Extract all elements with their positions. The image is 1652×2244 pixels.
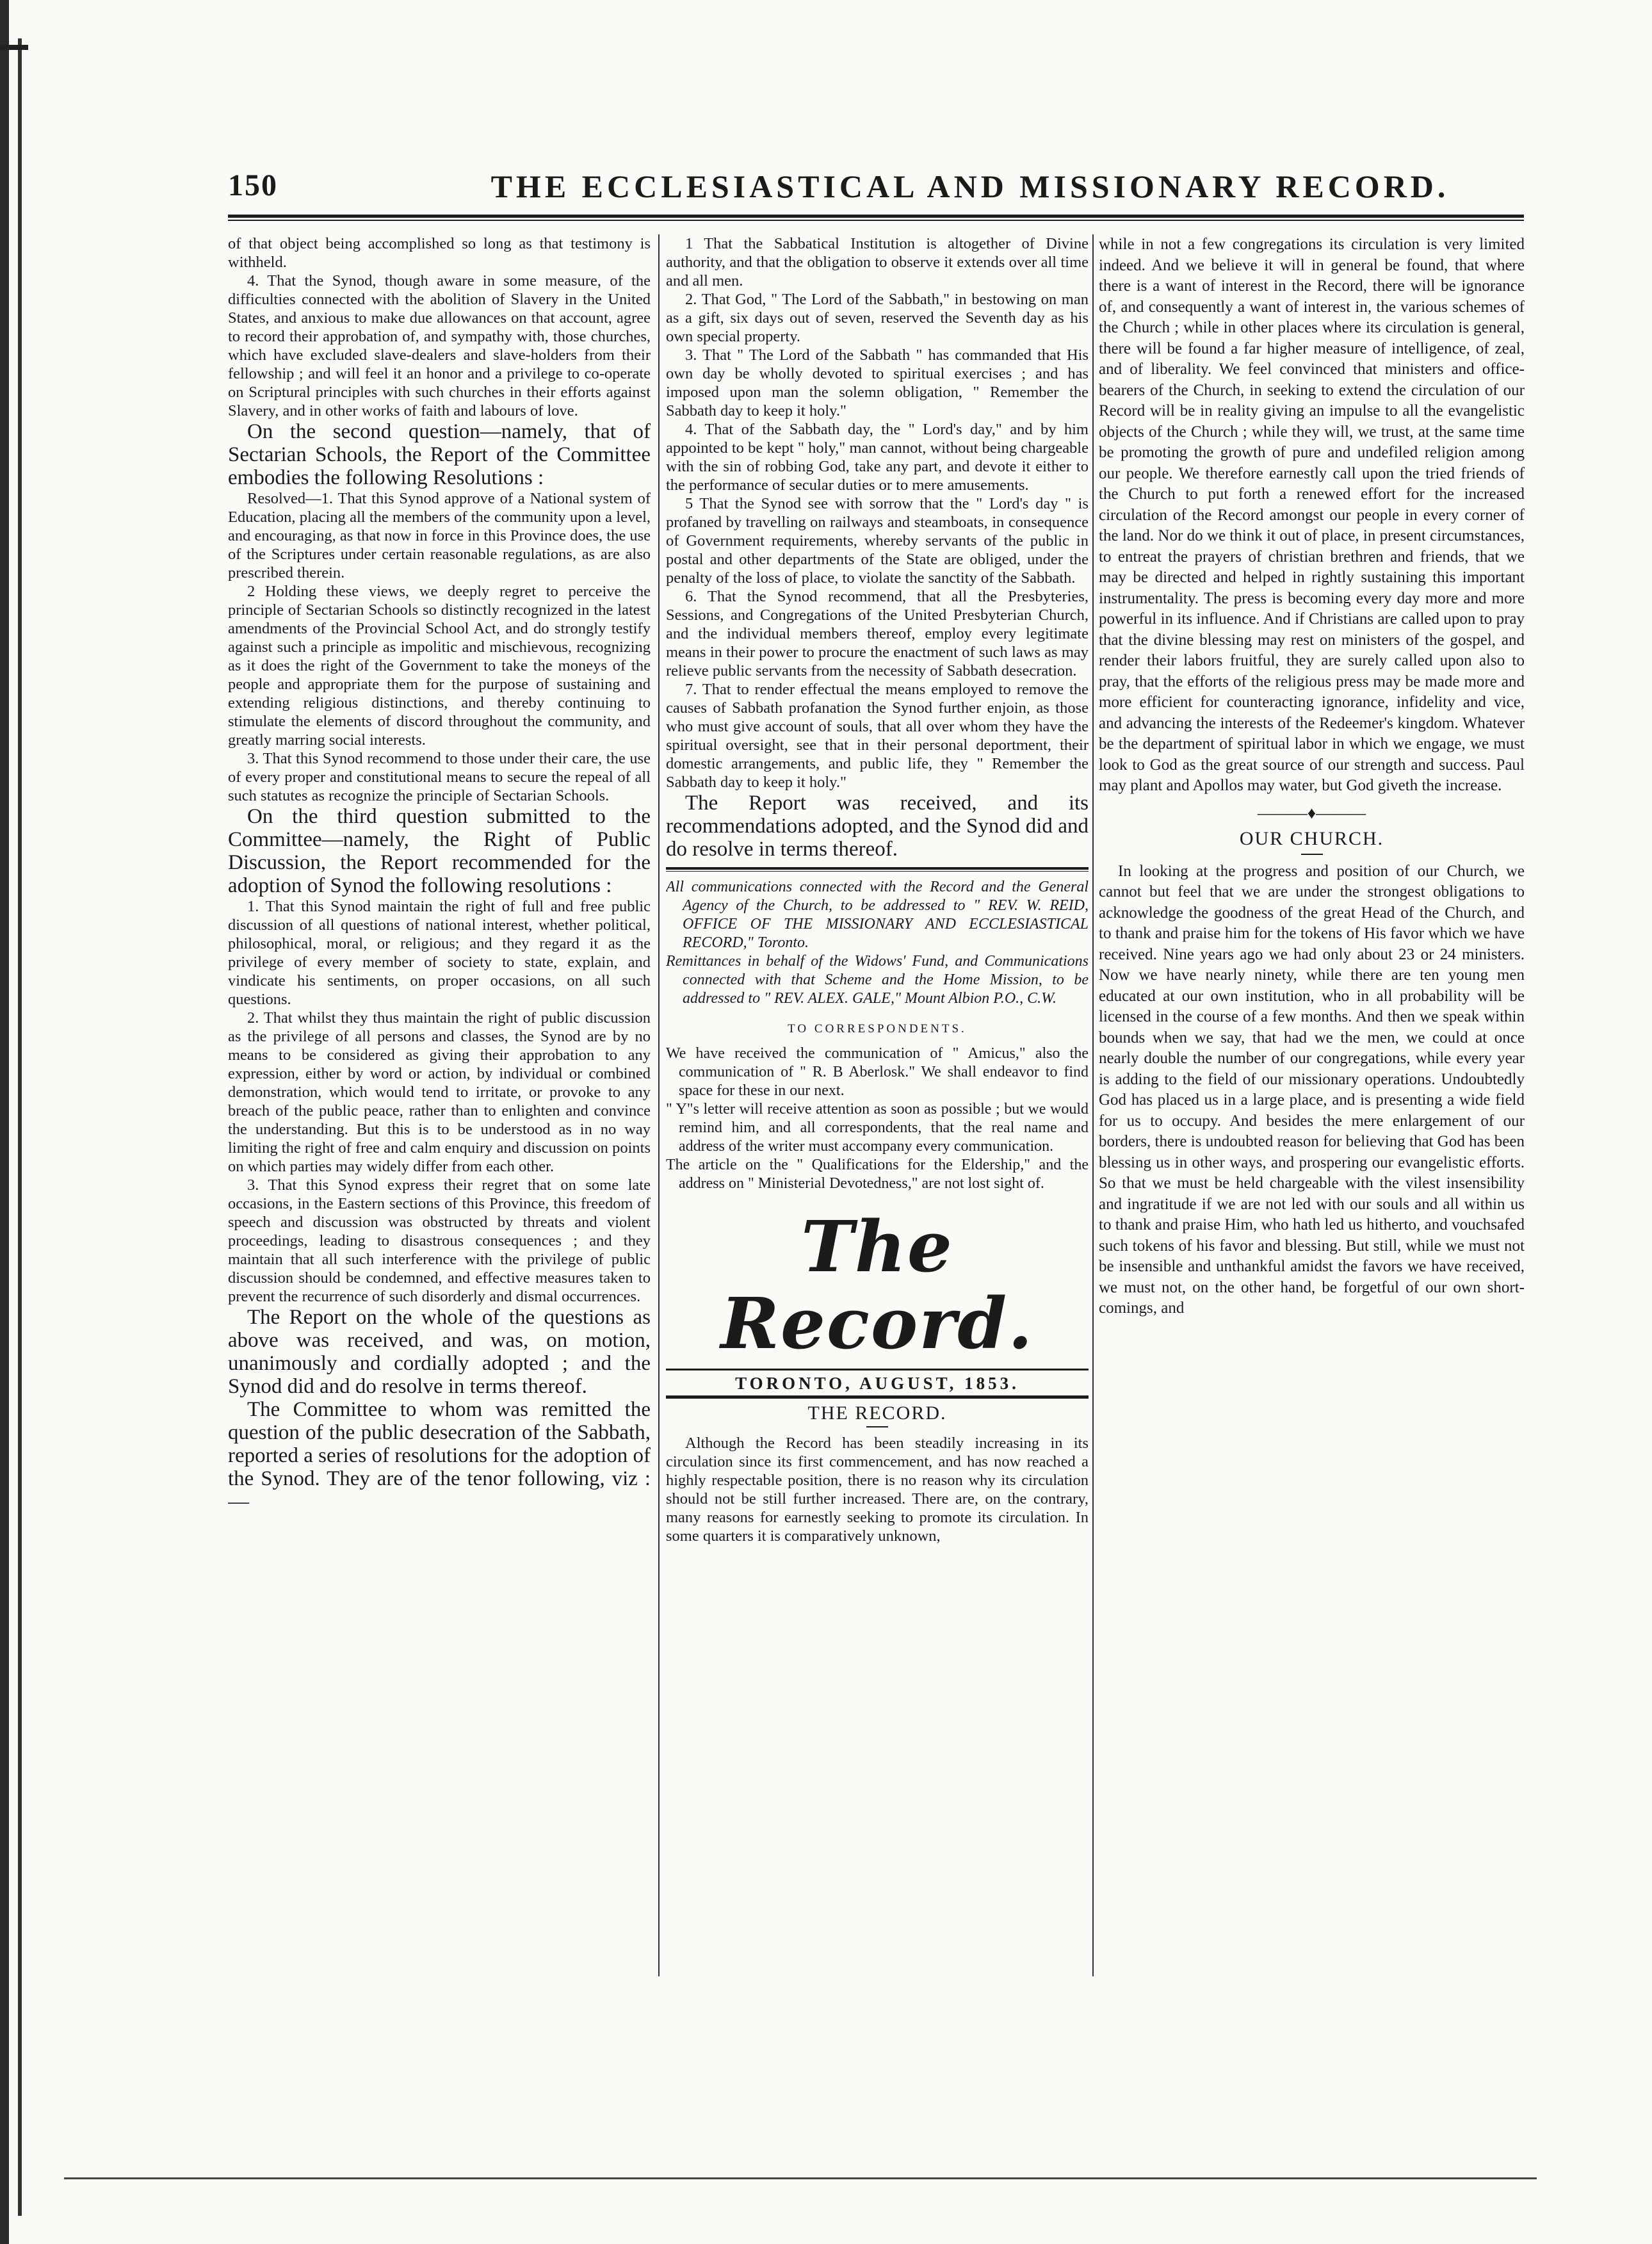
page-number: 150 [228,168,278,202]
paragraph: 4. That of the Sabbath day, the " Lord's day," and by him appointed to be kept " holy," man cannot, without being chargeable with the sin of robbing God, take any part, and devote it either to the performance of secular duties or to mere amusements. [666,421,1089,494]
running-head: THE ECCLESIASTICAL AND MISSIONARY RECORD. [490,168,1450,204]
paragraph: 2 Holding these views, we deeply regret to perceive the principle of Sectarian Schools so distinctly recognized in the latest amendments of the Provincial School Act, and do strongly testify against such a principle as impolitic and mischievous, recognizing as it does the right of the Government to take the moneys of the people and appropriate them for the purpose of sustaining and extending religious distinctions, and thereby continuing to stimulate the elements of discord throughout the community, and greatly marring social interests. [228,583,651,749]
section-ornament: ———♦——— [1257,803,1366,822]
paragraph: The Committee to whom was remitted the question of the public desecration of the Sabbath, reported a series of resolutions for the adoption of the Synod. They are of the tenor following, viz :— [228,1398,651,1513]
dateline: TORONTO, AUGUST, 1853. [735,1374,1019,1393]
correspondent-note: The article on the " Qualifications for the Eldership," and the address on " Ministerial Devotedness," are not lost sight of. [666,1157,1089,1192]
paragraph: 3. That this Synod express their regret that on some late occasions, in the Eastern sections of this Province, this freedom of speech and discussion was obstructed by threats and violent proceedings, leading to disastrous consequences ; and they maintain that all such interference with the privilege of public discussion should be condemned, and effective measures taken to prevent the recurrence of such disorderly and dismal occurrences. [228,1176,651,1305]
paragraph: 3. That " The Lord of the Sabbath " has commanded that His own day be wholly devoted to spiritual exercises ; and has imposed upon man the solemn obligation, " Remember the Sabbath day to keep it holy." [666,346,1089,419]
paragraph: Resolved—1. That this Synod approve of a National system of Education, placing all the members of the community upon a level, and encouraging, as that now in force in this Province does, the use of the Scriptures under certain reasonable regulations, as are also prescribed therein. [228,490,651,581]
correspondents-heading: TO CORRESPONDENTS. [788,1022,967,1036]
paragraph: 5 That the Synod see with sorrow that the " Lord's day " is profaned by travelling on railways and steamboats, in consequence of Government requirements, whereby servants of the public in postal and other departments of the State are obliged, under the penalty of the loss of place, to violate the sanctity of the Sabbath. [666,495,1089,587]
paragraph: On the second question—namely, that of Sectarian Schools, the Report of the Committee embodies the following Resolutions : [228,420,651,489]
scan-bottom-edge [64,2177,1537,2179]
paragraph: 2. That whilst they thus maintain the right of public discussion as the privilege of all persons and classes, the Synod are by no means to be considered as giving their approbation to any expression, either by word or action, by individual or combined demonstration, which would tend to irritate, or provoke to any breach of the public peace, rather than to enlighten and convince the understanding. But this is to be understood as in no way limiting the right of free and calm enquiry and discussion on points on which parties may widely differ from each other. [228,1009,651,1175]
paragraph: 7. That to render effectual the means employed to remove the causes of Sabbath profanation the Synod further enjoin, as those who must give account of souls, that all over whom they have the spiritual oversight, see that in their personal deportment, their domestic arrangements, and public life, they " Remember the Sabbath day to keep it holy." [666,681,1089,791]
paragraph: In looking at the progress and position of our Church, we cannot but feel that we are under the strongest obligations to acknowledge the goodness of the great Head of the Church, and to thank and praise him for the tokens of His favor which we have received. Nine years ago we had only about 23 or 24 ministers. Now we have nearly ninety, while there are ten young men educated at our own institution, who in all probability will be licensed in the course of a few months. And then we speak within bounds when we say, that had we the men, we could at once nearly double the number of our congregations, while every year is adding to the field of our missionary operations. Undoubtedly God has placed us in a large place, and is presenting a wide field for us to occupy. And besides the mere enlargement of our borders, there is undoubted reason for believing that God has been blessing us in other ways, and prospering our evangelistic efforts. So that we must be held chargeable with the vilest insensibility and ingratitude if we are not led with our souls and all within us to thank and praise Him, who hath led us hitherto, and vouchsafed such tokens of his favor and blessing. But still, while we must not be insensible and unthankful amidst the favors we have received, we must not, on the other hand, be forgetful of our own short-comings, and [1099,862,1525,1317]
scan-edge [0,0,9,2244]
header-rule-thin [228,220,1524,221]
section-title: OUR CHURCH. [1239,828,1384,849]
column-left [228,234,651,1976]
scan-mark [0,45,28,50]
column-middle [666,234,1089,1976]
correspondent-note: " Y"s letter will receive attention as soon as possible ; but we would remind him, and all correspondents, that the real name and address of the writer must accompany every communication. [666,1101,1089,1155]
paragraph: 1. That this Synod maintain the right of full and free public discussion of all questions of national interest, whether political, philosophical, moral, or religious; and they regard it as the privilege of every member of society to state, explain, and vindicate his sentiments, on proper occasions, on all such questions. [228,898,651,1008]
section-rule [666,867,1089,870]
paragraph: 4. That the Synod, though aware in some measure, of the difficulties connected with the abolition of Slavery in the United States, and anxious to make due allowances on that account, agree to record their approbation of, and sympathy with, those churches, which have excluded slave-dealers and slave-holders from their fellowship ; and will feel it an honor and a privilege to co-operate on Scriptural principles with such churches in their efforts against Slavery, and in other works of faith and labours of love. [228,272,651,419]
paragraph: 6. That the Synod recommend, that all the Presbyteries, Sessions, and Congregations of the United Presbyterian Church, and the individual members thereof, employ every legitimate means in their power to procure the enactment of such laws as may relieve public servants from the necessity of Sabbath desecration. [666,588,1089,679]
column-divider [1092,234,1094,1976]
paragraph: of that object being accomplished so long as that testimony is withheld. [228,235,651,271]
paragraph: 3. That this Synod recommend to those under their care, the use of every proper and constitutional means to secure the repeal of all such statutes as recognize the principle of Sectarian Schools. [228,750,651,804]
paragraph: 1 That the Sabbatical Institution is altogether of Divine authority, and that the obligation to observe it extends over all time and all men. [666,235,1089,289]
paragraph: Although the Record has been steadily increasing in its circulation since its first commencement, and has now reached a highly respectable position, there is no reason why its circulation should not be still further increased. There are, on the contrary, many reasons for earnestly seeking to promote its circulation. In some quarters it is comparatively unknown, [666,1435,1089,1545]
title-dash [1301,854,1323,855]
column-right [1099,234,1525,1976]
masthead: The Record. [720,1205,1034,1365]
column-divider [658,234,660,1976]
paragraph: On the third question submitted to the Committee—namely, the Right of Public Discussion, the Report recommended for the adoption of Synod the following resolutions : [228,805,651,897]
notice: Remittances in behalf of the Widows' Fund, and Communications connected with that Scheme and the Home Mission, to be addressed to " REV. ALEX. GALE," Mount Albion P.O., C.W. [666,953,1089,1007]
notice: All communications connected with the Record and the General Agency of the Church, to be addressed to " REV. W. REID, OFFICE OF THE MISSIONARY AND ECCLESIASTICAL RECORD," Toronto. [666,879,1089,951]
masthead-rule-thick [666,1395,1089,1399]
section-rule-thin [666,871,1089,872]
paragraph: The Report was received, and its recommendations adopted, and the Synod did and do resolve in terms thereof. [666,792,1089,861]
correspondent-note: We have received the communication of " Amicus," also the communication of " R. B Aberlosk." We shall endeavor to find space for these in our next. [666,1045,1089,1099]
paragraph: 2. That God, " The Lord of the Sabbath," in bestowing on man as a gift, six days out of seven, reserved the Seventh day as his own special property. [666,291,1089,345]
header-rule [228,215,1524,218]
scan-edge-line [18,38,22,2216]
title-dash [866,1426,888,1427]
paragraph: while in not a few congregations its circulation is very limited indeed. And we believe it will in general be found, that where there is a want of interest in the Record, there will be ignorance of, and consequently a want of interest in, the various schemes of the Church ; while in other places where its circulation is general, there will be found a far higher measure of intelligence, of zeal, and of liberality. We feel convinced that ministers and office-bearers of the Church, in seeking to extend the circulation of our Record will be in reality giving an impulse to all the evangelistic objects of the Church ; while they will, we trust, at the same time be promoting the growth of pure and undefiled religion among our people. We therefore earnestly call upon the tried friends of the Church to put forth a renewed effort for the increased circulation of the Record amongst our people in every corner of the land. Nor do we think it out of place, in present circumstances, to entreat the prayers of christian brethren and friends, that we may be directed and helped in rightly sustaining this important instrumentality. The press is becoming every day more and more powerful in its influence. And if Christians are called upon to pray that the divine blessing may rest on ministers of the gospel, and render their labors fruitful, they are surely called upon also to pray, that the efforts of the religious press may be made more and more efficient for counteracting ignorance, infidelity and vice, and advancing the interests of the Redeemer's kingdom. Whatever be the department of spiritual labor in which we engage, we must look to God as the great source of our strength and success. Paul may plant and Apollos may water, but God giveth the increase. [1099,236,1525,794]
masthead-rule [666,1369,1089,1370]
paragraph: The Report on the whole of the questions as above was received, and was, on motion, unanimously and cordially adopted ; and the Synod did and do resolve in terms thereof. [228,1306,651,1398]
section-title: THE RECORD. [807,1402,947,1424]
